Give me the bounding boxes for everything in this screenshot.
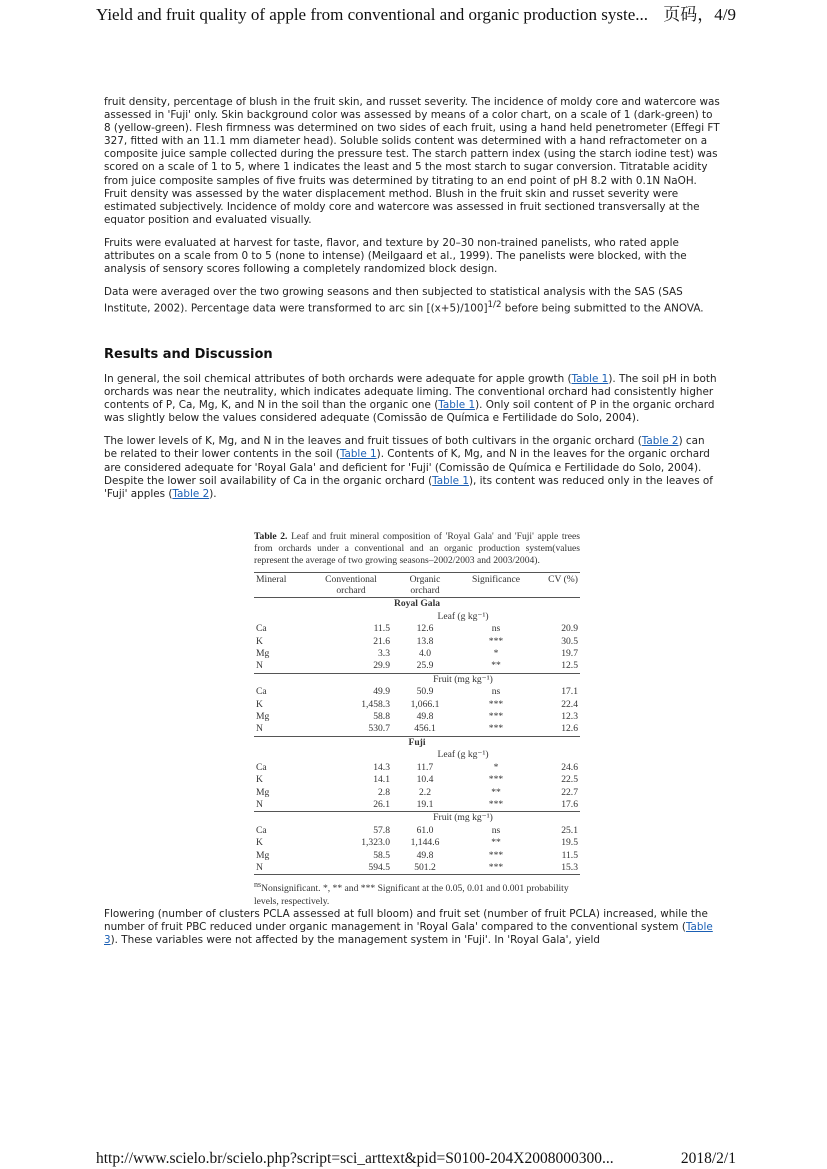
- table-row: [254, 699, 580, 711]
- paragraph-text: ). The soil pH in both orchards was near the neutrality, which indicates adequate liming. The conventional orchard had consistently higher contents of P, Ca, Mg, K, and N in the soil than the organic one (: [104, 372, 717, 412]
- document-title: Yield and fruit quality of apple from conventional and organic production syste...: [96, 5, 649, 24]
- section-label: Leaf (g kg⁻¹): [437, 610, 489, 622]
- cell-org: 501.2: [392, 862, 458, 875]
- cell-mineral: Mg: [256, 786, 270, 798]
- table-2-link[interactable]: Table 2: [172, 487, 210, 500]
- cell-org: 49.8: [416, 711, 434, 723]
- cell-org: 2.2: [419, 786, 431, 798]
- cell-conv: 594.5: [310, 862, 392, 875]
- article-body: [104, 96, 720, 957]
- cell-sig: ***: [488, 849, 504, 861]
- paragraph-text: Data were averaged over the two growing seasons and then subjected to statistical analysis with the SAS (SAS Institute, 2002). Percentage data were transformed to arc sin [(x+5)/100]: [104, 286, 683, 315]
- paragraph-text: ). Only soil content of P in the organic orchard was slightly below the values considered adequate (Comissão de Química e Fertilidade do Solo, 2004).: [104, 399, 715, 425]
- cell-conv: 57.8: [373, 824, 390, 836]
- cell-mineral: K: [256, 837, 263, 849]
- cell-org: 12.6: [416, 623, 434, 635]
- footnote-marker: ns: [254, 880, 262, 890]
- cell-sig: ***: [458, 723, 534, 736]
- group-header-row: [254, 598, 580, 611]
- page-footer: [96, 1150, 736, 1168]
- cell-conv: 14.3: [373, 761, 390, 773]
- print-date: 2018/2/1: [680, 1150, 736, 1167]
- table-row: [254, 762, 580, 774]
- group-header-row: [254, 736, 580, 749]
- column-header-cv: CV (%): [534, 573, 580, 598]
- cell-cv: 22.7: [561, 786, 578, 798]
- table-2-figure: [254, 531, 580, 908]
- column-header-organic: Organic orchard: [392, 573, 458, 598]
- cell-mineral: Mg: [256, 648, 270, 660]
- cell-cv: 22.5: [561, 774, 578, 786]
- cell-mineral: Mg: [256, 711, 270, 723]
- cell-conv: 1,323.0: [361, 837, 390, 849]
- table-caption: [254, 531, 580, 568]
- cell-cv: 12.3: [561, 711, 578, 723]
- table-row: [254, 837, 580, 849]
- spacer-cell: [254, 611, 392, 623]
- spacer-cell: [254, 749, 392, 761]
- table-row: [254, 850, 580, 862]
- table-2-link[interactable]: Table 2: [641, 435, 679, 448]
- cell-conv: 1,458.3: [361, 698, 390, 710]
- table-row: [254, 660, 580, 673]
- paragraph-text: before being submitted to the ANOVA.: [501, 302, 704, 315]
- table-footnote: [254, 879, 580, 908]
- table-1-link[interactable]: Table 1: [438, 399, 476, 412]
- cell-sig: **: [491, 837, 501, 849]
- cell-org: 19.1: [392, 799, 458, 812]
- spacer-cell: [534, 673, 580, 686]
- cell-sig: ns: [491, 623, 501, 635]
- cell-conv: 49.9: [373, 686, 390, 698]
- paragraph-text: ). These variables were not affected by the management system in 'Fuji'. In 'Royal Gala', yield: [110, 934, 601, 947]
- cell-cv: 30.5: [561, 635, 578, 647]
- cell-cv: 24.6: [561, 761, 578, 773]
- group-name: Royal Gala: [254, 598, 580, 611]
- cell-sig: **: [491, 786, 501, 798]
- cell-cv: 15.3: [534, 862, 580, 875]
- cell-cv: 11.5: [561, 849, 578, 861]
- section-label: Fruit (mg kg⁻¹): [433, 673, 493, 685]
- table-1-link[interactable]: Table 1: [571, 372, 609, 385]
- cell-cv: 19.5: [561, 837, 578, 849]
- table-row: [254, 774, 580, 786]
- column-header-mineral: Mineral: [254, 573, 310, 598]
- spacer-cell: [254, 673, 392, 686]
- section-label-row: [254, 673, 580, 686]
- cell-mineral: Ca: [256, 824, 267, 836]
- cell-mineral: N: [254, 862, 310, 875]
- paragraph-text: ). Contents of K, Mg, and N in the leaves for the organic orchard are considered adequate for 'Royal Gala' and deficient for 'Fuji' (Comissão de Química e Fertilidade do Solo, 2004). Despite the lower soil availability of Ca in the organic orchard (: [104, 448, 710, 487]
- table-row: [254, 648, 580, 660]
- table-1-link[interactable]: Table 1: [339, 448, 377, 461]
- paragraph-text: ), its content was reduced only in the leaves of 'Fuji' apples (: [104, 474, 713, 500]
- cell-org: 50.9: [416, 686, 434, 698]
- cell-cv: 20.9: [561, 623, 578, 635]
- cell-org: 25.9: [392, 660, 458, 673]
- cell-mineral: N: [254, 723, 310, 736]
- group-name: Fuji: [254, 736, 580, 749]
- cell-mineral: Ca: [256, 761, 267, 773]
- cell-sig: *: [493, 648, 499, 660]
- mineral-table: [254, 572, 580, 875]
- cell-conv: 2.8: [378, 786, 390, 798]
- cell-mineral: N: [254, 799, 310, 812]
- cell-sig: ***: [488, 774, 504, 786]
- cell-mineral: K: [256, 774, 263, 786]
- cell-cv: 19.7: [561, 648, 578, 660]
- paragraph-statistics: [104, 286, 720, 316]
- page-number: 页码，4/9: [663, 5, 736, 24]
- cell-org: 1,066.1: [410, 698, 440, 710]
- cell-org: 10.4: [416, 774, 434, 786]
- cell-conv: 3.3: [378, 648, 390, 660]
- cell-cv: 22.4: [561, 698, 578, 710]
- section-label-row: [254, 812, 580, 825]
- page-header: [96, 0, 736, 25]
- section-label: Fruit (mg kg⁻¹): [433, 812, 493, 824]
- table-3-link[interactable]: Table 3: [104, 921, 713, 947]
- cell-sig: ns: [491, 824, 501, 836]
- spacer-cell: [254, 812, 392, 825]
- table-row: [254, 723, 580, 736]
- cell-conv: 530.7: [310, 723, 392, 736]
- table-row: [254, 711, 580, 723]
- paragraph-text: Flowering (number of clusters PCLA assessed at full bloom) and fruit set (number of fruit PCLA) increased, while the number of fruit PBC reduced under organic management in 'Royal Gala' compared to the conventional system (: [104, 907, 708, 934]
- cell-sig: ***: [458, 862, 534, 875]
- cell-cv: 12.5: [534, 660, 580, 673]
- cell-sig: **: [458, 660, 534, 673]
- cell-conv: 26.1: [310, 799, 392, 812]
- cell-conv: 14.1: [373, 774, 390, 786]
- cell-mineral: K: [256, 698, 263, 710]
- paragraph-text: ).: [209, 487, 217, 500]
- footnote-text: Nonsignificant. *, ** and *** Significant at the 0.05, 0.01 and 0.001 probability levels, respectively.: [254, 883, 569, 907]
- cell-conv: 58.5: [373, 849, 390, 861]
- table-row: [254, 787, 580, 799]
- cell-org: 4.0: [419, 648, 431, 660]
- table-row: [254, 825, 580, 837]
- spacer-cell: [534, 812, 580, 825]
- cell-conv: 21.6: [373, 635, 390, 647]
- table-row: [254, 623, 580, 635]
- table-row: [254, 686, 580, 698]
- table-label: Table 2.: [254, 530, 288, 542]
- cell-cv: 17.1: [561, 686, 578, 698]
- cell-sig: *: [493, 761, 499, 773]
- cell-sig: ***: [488, 698, 504, 710]
- table-row: [254, 636, 580, 648]
- spacer-cell: [534, 749, 580, 761]
- caption-text: Leaf and fruit mineral composition of 'Royal Gala' and 'Fuji' apple trees from orchards under a conventional and an organic production system(values represent the average of two growing seasons–2002/2003 and 2003/2004).: [254, 530, 580, 567]
- table-header-row: [254, 573, 580, 598]
- cell-mineral: N: [254, 660, 310, 673]
- cell-sig: ns: [491, 686, 501, 698]
- section-label-row: [254, 611, 580, 623]
- cell-sig: ***: [488, 635, 504, 647]
- cell-org: 13.8: [416, 635, 434, 647]
- cell-cv: 17.6: [534, 799, 580, 812]
- paragraph-flowering: [104, 908, 720, 947]
- cell-conv: 11.5: [373, 623, 390, 635]
- cell-mineral: K: [256, 635, 263, 647]
- spacer-cell: [534, 611, 580, 623]
- section-label: Leaf (g kg⁻¹): [437, 749, 489, 761]
- paragraph-soil: [104, 373, 720, 425]
- column-header-conventional: Conventional orchard: [310, 573, 392, 598]
- exponent: 1/2: [487, 300, 502, 311]
- column-header-significance: Significance: [458, 573, 534, 598]
- paragraph-methods: fruit density, percentage of blush in the fruit skin, and russet severity. The incidence of moldy core and watercore was assessed in 'Fuji' only. Skin background color was assessed by means of a color chart, on a scale of 1 (dark-green) to 8 (yellow-green). Flesh firmness was determined on two sides of each fruit, using a hand held penetrometer (Effegi FT 327, fitted with an 11.1 mm diameter head). Soluble solids content was determined with a hand refractometer on a composite juice sample collected during the pressure test. The starch pattern index (using the starch iodine test) was scored on a scale of 1 to 5, where 1 indicates the least and 5 the most starch to sugar conversion. Titratable acidity from juice composite samples of five fruits was determined by titrating to an end point of pH 8.2 with 0.1N NaOH. Fruit density was assessed by the water displacement method. Blush in the fruit skin and russet severity were estimated subjectively. Incidence of moldy core and watercore was assessed in fruit sectioned transversally at the equator position and evaluated visually.: [104, 96, 720, 226]
- table-row: [254, 862, 580, 875]
- cell-mineral: Ca: [256, 686, 267, 698]
- paragraph-text: ) can be related to their lower contents in the soil (: [104, 435, 705, 461]
- paragraph-text: In general, the soil chemical attributes of both orchards were adequate for apple growth (: [104, 372, 572, 385]
- cell-mineral: Mg: [256, 849, 270, 861]
- section-heading: Results and Discussion: [104, 346, 273, 362]
- cell-cv: 12.6: [534, 723, 580, 736]
- paragraph-leaves: [104, 435, 720, 500]
- table-1-link[interactable]: Table 1: [432, 474, 469, 487]
- cell-conv: 58.8: [373, 711, 390, 723]
- page-url: http://www.scielo.br/scielo.php?script=sci_arttext&pid=S0100-204X2008000300...: [96, 1150, 614, 1167]
- cell-org: 11.7: [416, 761, 434, 773]
- cell-org: 1,144.6: [410, 837, 440, 849]
- cell-org: 61.0: [416, 824, 434, 836]
- cell-org: 49.8: [416, 849, 434, 861]
- cell-mineral: Ca: [256, 623, 267, 635]
- paragraph-sensory: Fruits were evaluated at harvest for taste, flavor, and texture by 20–30 non-trained panelists, who rated apple attributes on a scale from 0 to 5 (none to intense) (Meilgaard et al., 1999). The panelists were blocked, with the analysis of sensory scores following a completely randomized block design.: [104, 236, 687, 276]
- cell-cv: 25.1: [561, 824, 578, 836]
- cell-sig: ***: [488, 711, 504, 723]
- section-label-row: [254, 749, 580, 761]
- paragraph-text: The lower levels of K, Mg, and N in the leaves and fruit tissues of both cultivars in the organic orchard (: [104, 435, 642, 448]
- cell-conv: 29.9: [310, 660, 392, 673]
- cell-org: 456.1: [392, 723, 458, 736]
- table-row: [254, 799, 580, 812]
- cell-sig: ***: [458, 799, 534, 812]
